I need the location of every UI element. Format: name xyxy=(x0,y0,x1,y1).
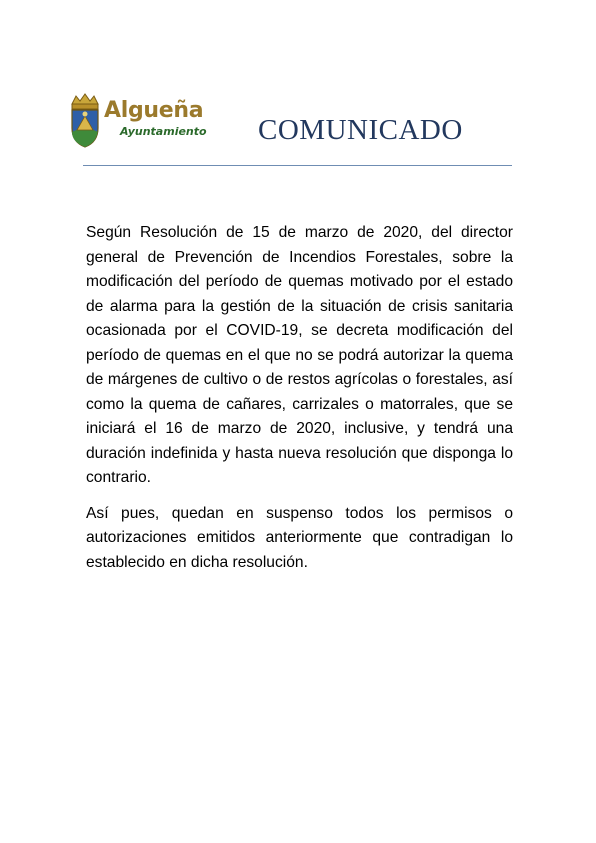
header-divider xyxy=(83,165,512,166)
body-paragraph: Así pues, quedan en suspenso todos los permisos o autorizaciones emitidos anteriormente que contradigan lo establecido en dicha resolución. xyxy=(86,504,513,571)
municipality-logo xyxy=(68,92,218,150)
logo-wordmark: Algueña xyxy=(104,98,204,123)
document-body xyxy=(86,221,513,575)
coat-of-arms-icon xyxy=(68,92,102,150)
document-title: COMUNICADO xyxy=(258,114,463,146)
body-paragraph: Según Resolución de 15 de marzo de 2020, del director general de Prevención de Incendios Forestales, sobre la modificación del período de quemas motivado por el estado de alarma para la gestión de la situación de crisis sanitaria ocasionada por el COVID-19, se decreta modificación del período de quemas en el que no se podrá autorizar la quema de márgenes de cultivo o de restos agrícolas o forestales, así como la quema de cañares, carrizales o matorrales, que se iniciará el 16 de marzo de 2020, inclusive, y tendrá una duración indefinida y hasta nueva resolución que disponga lo contrario. xyxy=(86,224,513,486)
document-header xyxy=(0,0,596,170)
logo-subtitle: Ayuntamiento xyxy=(120,125,207,138)
